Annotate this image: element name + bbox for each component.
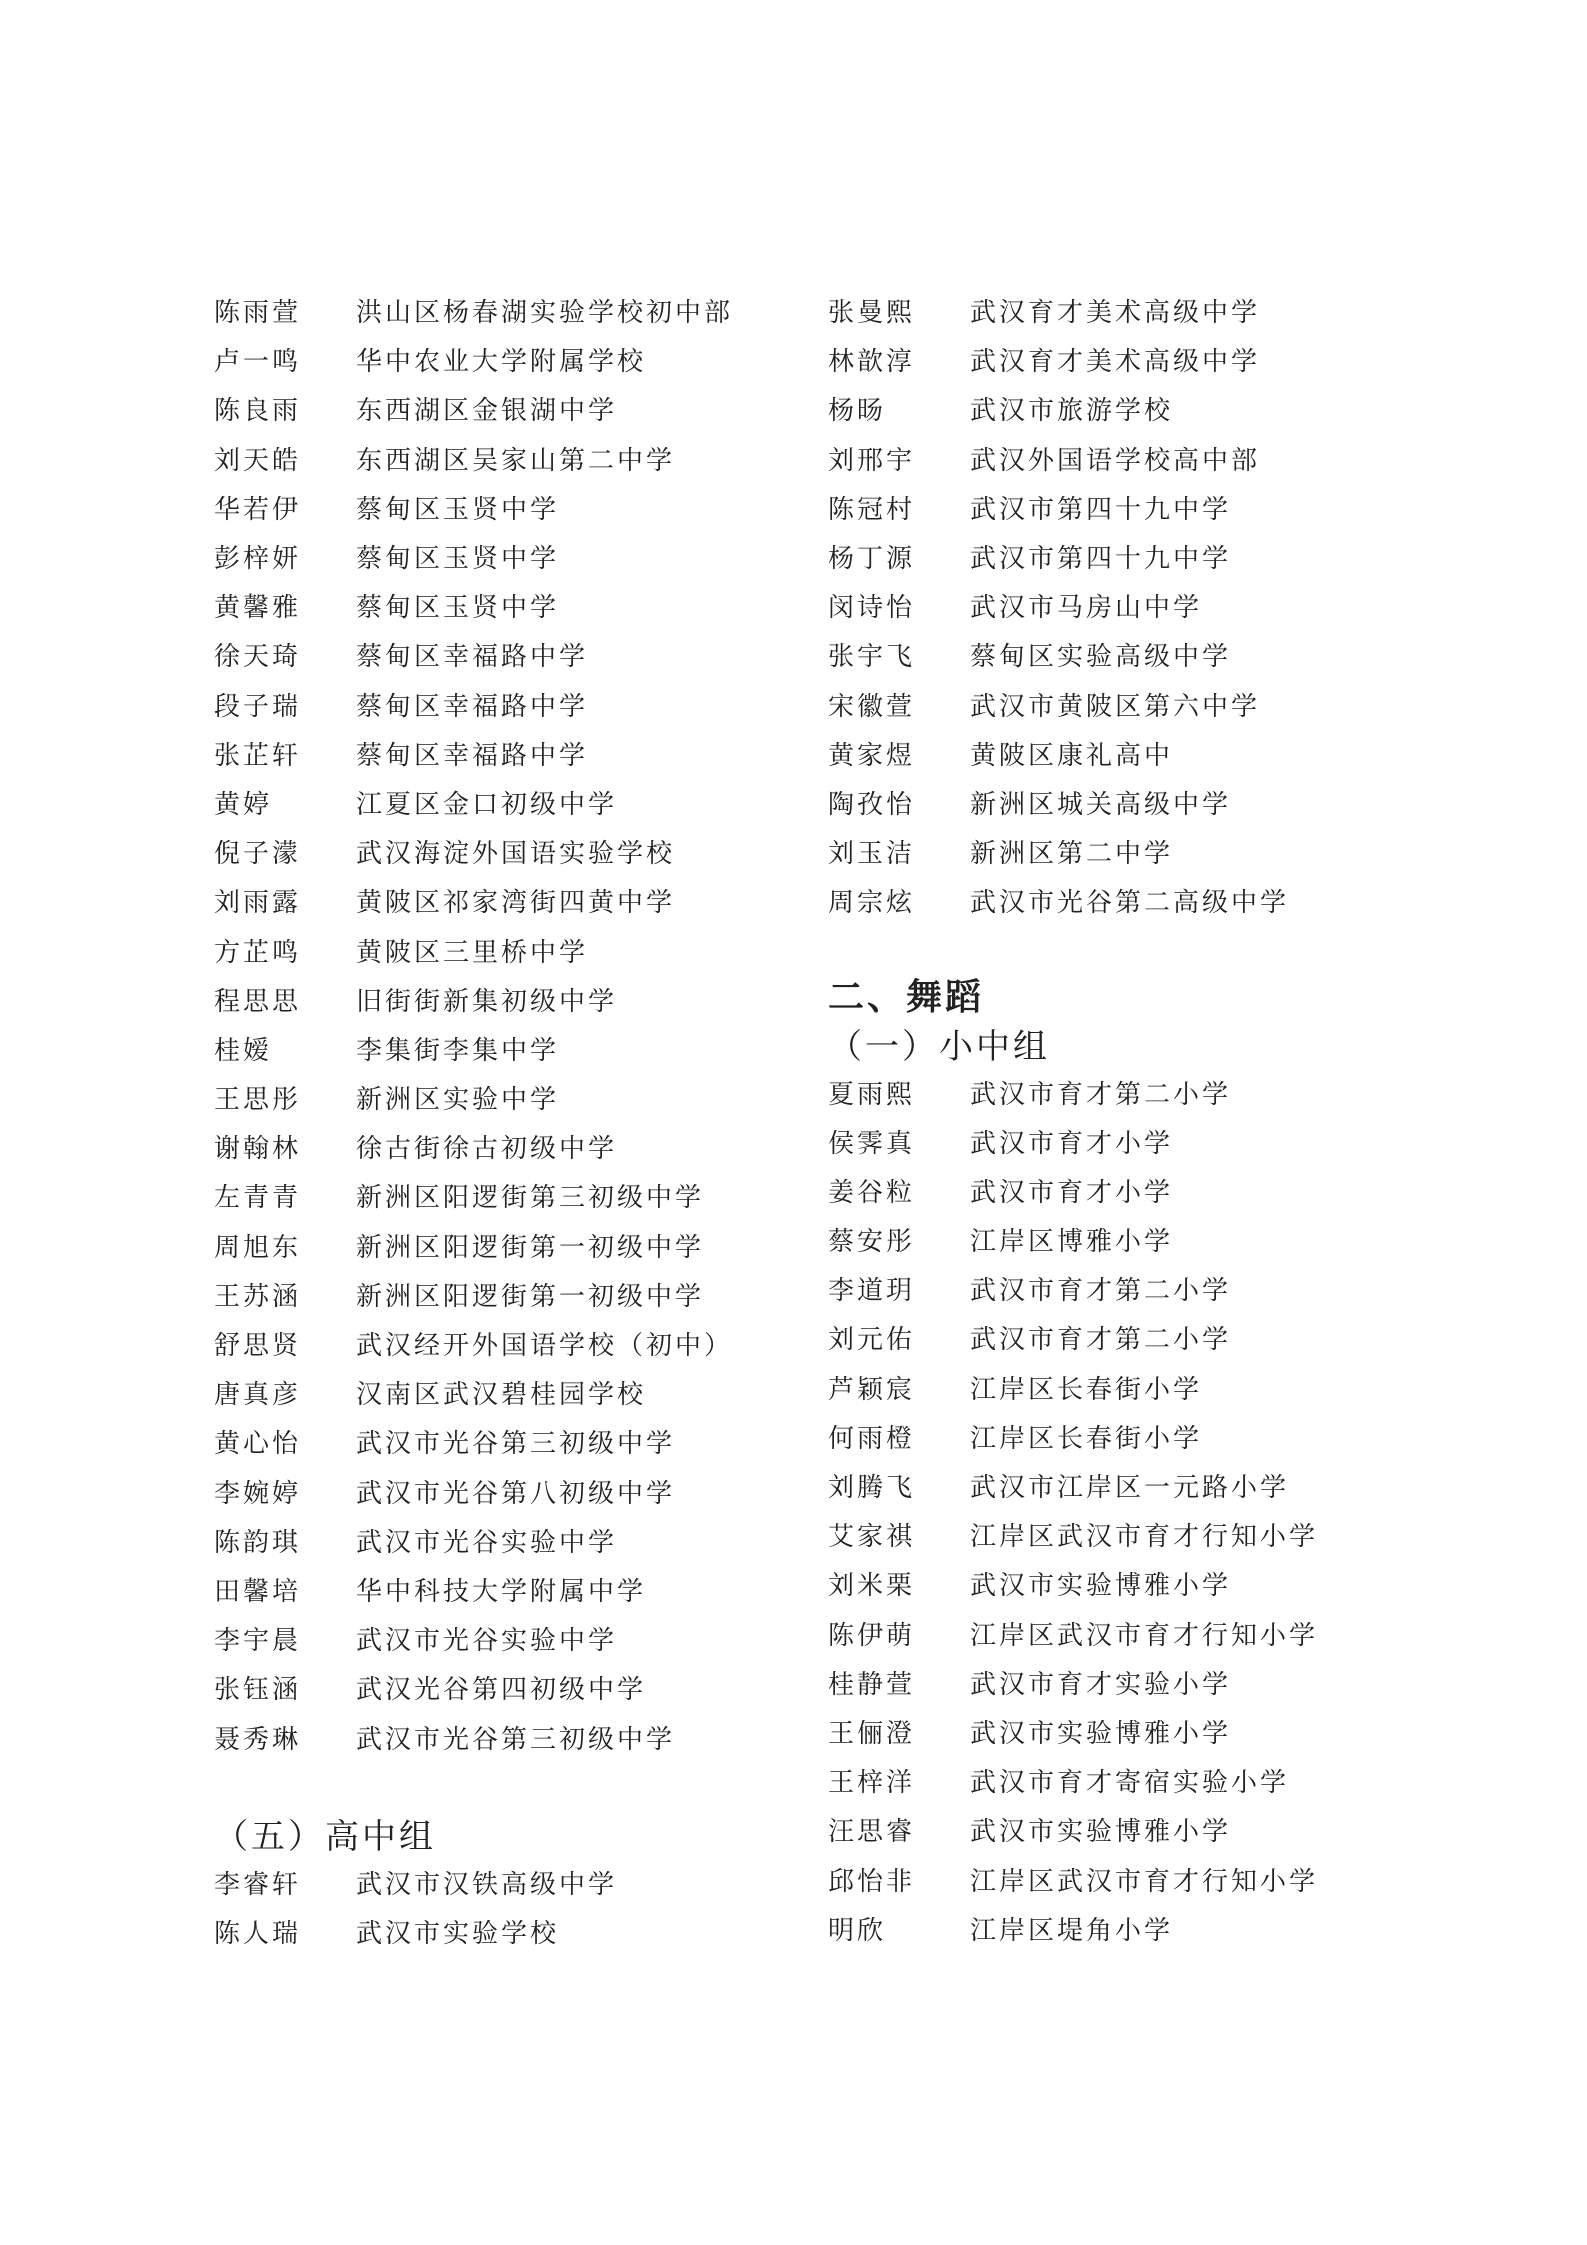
entry-school: 江岸区博雅小学 [970,1227,1174,1258]
entry-school: 汉南区武汉碧桂园学校 [356,1380,647,1411]
list-item [214,532,774,581]
entry-name: 唐真彦 [214,1380,302,1411]
entry-school: 江岸区武汉市育才行知小学 [970,1620,1319,1651]
entry-name: 侯霁真 [828,1128,916,1159]
entry-name: 舒思贤 [214,1331,302,1362]
entry-school: 武汉市马房山中学 [970,593,1203,624]
entry-name: 闵诗怡 [828,593,916,624]
entry-school: 新洲区实验中学 [356,1085,560,1116]
list-item [828,1412,1448,1461]
entry-name: 张芷轩 [214,740,302,771]
entry-name: 林歆淳 [828,347,916,378]
list-item [828,1363,1448,1412]
entry-school: 武汉育才美术高级中学 [970,298,1261,329]
entry-school: 洪山区杨春湖实验学校初中部 [356,298,734,329]
entry-name: 陈韵琪 [214,1527,302,1558]
entry-school: 武汉市育才第二小学 [970,1079,1232,1110]
entry-name: 李睿轩 [214,1869,302,1900]
entry-school: 旧街街新集初级中学 [356,986,618,1017]
entry-school: 蔡甸区幸福路中学 [356,642,589,673]
entry-name: 汪思睿 [828,1817,916,1848]
entry-school: 蔡甸区幸福路中学 [356,691,589,722]
list-item [828,778,1448,827]
list-item [214,1907,774,1956]
entry-name: 李宇晨 [214,1626,302,1657]
entry-school: 武汉市育才小学 [970,1128,1174,1159]
list-item [828,1117,1448,1166]
list-item [214,1565,774,1614]
list-item [214,1319,774,1368]
list-item [214,778,774,827]
entry-school: 武汉市汉铁高级中学 [356,1869,618,1900]
entry-name: 刘玉洁 [828,839,916,870]
list-item [828,1264,1448,1313]
entry-school: 江岸区武汉市育才行知小学 [970,1522,1319,1553]
entry-name: 陈良雨 [214,396,302,427]
entry-name: 谢翰林 [214,1134,302,1165]
entry-school: 武汉市实验博雅小学 [970,1718,1232,1749]
left-column [214,286,774,1956]
list-item [828,827,1448,876]
entry-name: 田馨培 [214,1576,302,1607]
entry-name: 姜谷粒 [828,1177,916,1208]
list-item [828,335,1448,384]
right-list-b [828,1067,1448,1952]
section-heading-high-school: （五）高中组 [214,1817,436,1858]
entry-school: 蔡甸区实验高级中学 [970,642,1232,673]
list-item [214,975,774,1024]
list-item [214,680,774,729]
entry-school: 江岸区长春街小学 [970,1423,1203,1454]
entry-school: 新洲区城关高级中学 [970,789,1232,820]
list-item [214,1368,774,1417]
list-item [828,384,1448,433]
list-item [828,1904,1448,1953]
entry-name: 华若伊 [214,494,302,525]
entry-school: 江岸区堤角小学 [970,1915,1174,1946]
entry-name: 黄家煜 [828,740,916,771]
entry-name: 彭梓妍 [214,544,302,575]
list-item [828,286,1448,335]
list-item [828,483,1448,532]
entry-school: 江夏区金口初级中学 [356,789,618,820]
list-item [214,1024,774,1073]
entry-name: 夏雨熙 [828,1079,916,1110]
entry-name: 刘天皓 [214,445,302,476]
entry-name: 程思思 [214,986,302,1017]
list-item [214,1663,774,1712]
entry-name: 黄心怡 [214,1429,302,1460]
entry-school: 武汉市第四十九中学 [970,494,1232,525]
list-item [214,876,774,925]
entry-school: 武汉海淀外国语实验学校 [356,839,676,870]
entry-name: 刘雨露 [214,888,302,919]
list-item [828,1559,1448,1608]
entry-name: 杨丁源 [828,544,916,575]
list-item [828,729,1448,778]
entry-school: 武汉经开外国语学校（初中） [356,1331,734,1362]
entry-school: 东西湖区吴家山第二中学 [356,445,676,476]
entry-school: 武汉市光谷第三初级中学 [356,1429,676,1460]
entry-school: 武汉市光谷第二高级中学 [970,888,1290,919]
entry-school: 蔡甸区玉贤中学 [356,494,560,525]
entry-school: 华中科技大学附属中学 [356,1576,647,1607]
entry-name: 方芷鸣 [214,937,302,968]
entry-school: 武汉市黄陂区第六中学 [970,691,1261,722]
list-item [214,1073,774,1122]
entry-school: 江岸区长春街小学 [970,1374,1203,1405]
list-item [214,925,774,974]
left-list-a [214,286,774,1762]
list-item [214,483,774,532]
entry-school: 蔡甸区玉贤中学 [356,544,560,575]
entry-name: 芦颖宸 [828,1374,916,1405]
list-item [214,729,774,778]
entry-school: 江岸区武汉市育才行知小学 [970,1866,1319,1897]
list-item [828,1805,1448,1854]
entry-name: 陶孜怡 [828,789,916,820]
section-spacer [828,925,1448,969]
list-item [828,1215,1448,1264]
list-item [828,1313,1448,1362]
entry-school: 蔡甸区玉贤中学 [356,593,560,624]
list-item [214,384,774,433]
list-item [214,1516,774,1565]
list-item [214,581,774,630]
entry-school: 武汉育才美术高级中学 [970,347,1261,378]
entry-school: 武汉光谷第四初级中学 [356,1675,647,1706]
entry-name: 邱怡非 [828,1866,916,1897]
list-item [828,1854,1448,1903]
list-item [214,1270,774,1319]
list-item [828,1707,1448,1756]
entry-school: 新洲区阳逻街第一初级中学 [356,1232,705,1263]
entry-school: 武汉市旅游学校 [970,396,1174,427]
entry-name: 张钰涵 [214,1675,302,1706]
entry-name: 桂静萱 [828,1669,916,1700]
entry-name: 倪子濛 [214,839,302,870]
entry-school: 武汉市实验博雅小学 [970,1571,1232,1602]
list-item [214,1712,774,1761]
entry-name: 刘米栗 [828,1571,916,1602]
entry-name: 王俪澄 [828,1718,916,1749]
entry-name: 王思彤 [214,1085,302,1116]
entry-school: 徐古街徐古初级中学 [356,1134,618,1165]
list-item [828,1756,1448,1805]
entry-name: 段子瑞 [214,691,302,722]
entry-name: 艾家祺 [828,1522,916,1553]
entry-name: 蔡安彤 [828,1227,916,1258]
list-item [828,1658,1448,1707]
entry-name: 刘腾飞 [828,1473,916,1504]
right-column [828,286,1448,1953]
list-item [214,335,774,384]
entry-name: 张宇飞 [828,642,916,673]
entry-name: 周旭东 [214,1232,302,1263]
entry-school: 武汉市江岸区一元路小学 [970,1473,1290,1504]
list-item [828,1067,1448,1116]
entry-name: 陈伊萌 [828,1620,916,1651]
entry-name: 陈雨萱 [214,298,302,329]
entry-school: 武汉市光谷第三初级中学 [356,1724,676,1755]
right-list-a [828,286,1448,925]
entry-school: 武汉市第四十九中学 [970,544,1232,575]
entry-name: 桂嫒 [214,1035,273,1066]
entry-name: 黄婷 [214,789,273,820]
entry-school: 武汉外国语学校高中部 [970,445,1261,476]
entry-school: 武汉市育才第二小学 [970,1325,1232,1356]
entry-school: 新洲区第二中学 [970,839,1174,870]
list-item [828,630,1448,679]
list-item [828,1166,1448,1215]
list-item [214,1858,774,1907]
entry-name: 李婉婷 [214,1478,302,1509]
entry-school: 武汉市光谷实验中学 [356,1626,618,1657]
list-item [214,630,774,679]
list-item [214,1221,774,1270]
entry-name: 明欣 [828,1915,887,1946]
list-item [828,532,1448,581]
list-item [214,286,774,335]
list-item [214,1122,774,1171]
list-item [214,1467,774,1516]
entry-school: 黄陂区祁家湾街四黄中学 [356,888,676,919]
list-item [828,581,1448,630]
entry-name: 陈人瑞 [214,1918,302,1949]
entry-school: 武汉市育才小学 [970,1177,1174,1208]
section-spacer [214,1762,774,1810]
list-item [214,827,774,876]
entry-name: 聂秀琳 [214,1724,302,1755]
list-item [828,434,1448,483]
entry-name: 周宗炫 [828,888,916,919]
entry-school: 黄陂区三里桥中学 [356,937,589,968]
list-item [214,1614,774,1663]
entry-school: 武汉市育才第二小学 [970,1276,1232,1307]
entry-name: 何雨橙 [828,1423,916,1454]
list-item [214,434,774,483]
entry-name: 王苏涵 [214,1281,302,1312]
entry-name: 徐天琦 [214,642,302,673]
entry-school: 武汉市育才寄宿实验小学 [970,1768,1290,1799]
list-item [828,1510,1448,1559]
entry-name: 左青青 [214,1183,302,1214]
entry-name: 黄馨雅 [214,593,302,624]
entry-school: 黄陂区康礼高中 [970,740,1174,771]
entry-school: 李集街李集中学 [356,1035,560,1066]
entry-school: 武汉市光谷第八初级中学 [356,1478,676,1509]
list-item [214,1171,774,1220]
list-item [214,1417,774,1466]
entry-name: 王梓洋 [828,1768,916,1799]
entry-school: 武汉市育才实验小学 [970,1669,1232,1700]
subsection-heading-primary: （一）小中组 [828,1026,1050,1067]
entry-name: 张曼熙 [828,298,916,329]
entry-school: 蔡甸区幸福路中学 [356,740,589,771]
entry-school: 东西湖区金银湖中学 [356,396,618,427]
entry-name: 卢一鸣 [214,347,302,378]
list-item [828,1609,1448,1658]
entry-school: 武汉市实验博雅小学 [970,1817,1232,1848]
list-item [828,680,1448,729]
entry-name: 刘邢宇 [828,445,916,476]
entry-name: 杨旸 [828,396,887,427]
entry-school: 新洲区阳逻街第一初级中学 [356,1281,705,1312]
entry-school: 新洲区阳逻街第三初级中学 [356,1183,705,1214]
entry-name: 李道玥 [828,1276,916,1307]
entry-name: 宋徽萱 [828,691,916,722]
entry-school: 华中农业大学附属学校 [356,347,647,378]
section-heading-dance: 二、舞蹈 [828,976,985,1018]
entry-school: 武汉市光谷实验中学 [356,1527,618,1558]
entry-name: 刘元佑 [828,1325,916,1356]
list-item [828,876,1448,925]
left-list-b [214,1858,774,1956]
entry-school: 武汉市实验学校 [356,1918,560,1949]
entry-name: 陈冠村 [828,494,916,525]
list-item [828,1461,1448,1510]
